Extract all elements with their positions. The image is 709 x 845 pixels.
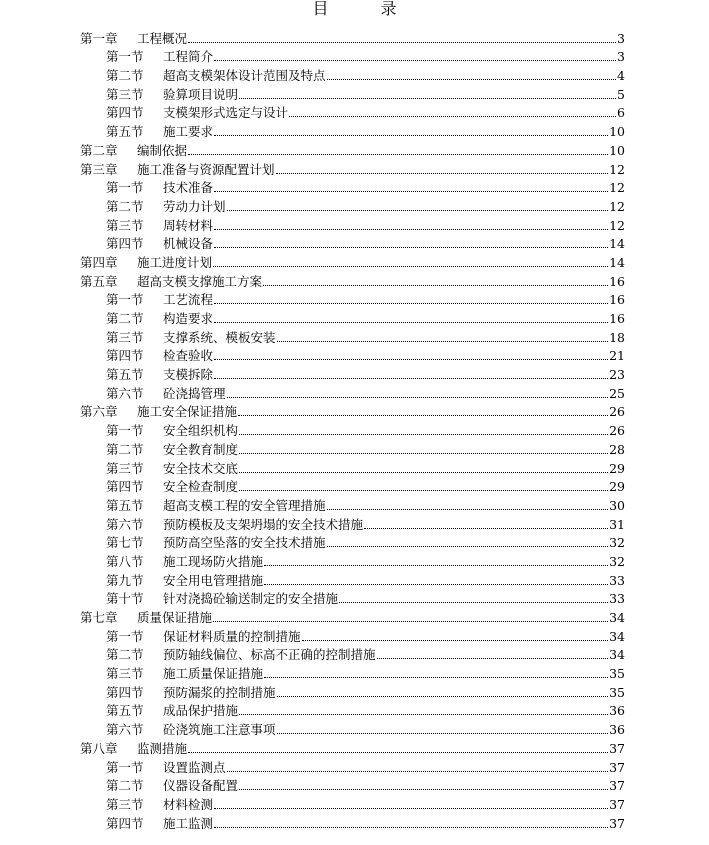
entry-title: 施工现场防火措施 [163,553,264,569]
toc-section-entry[interactable] [80,307,625,326]
toc-section-entry[interactable] [80,46,625,65]
entry-page-number: 31 [609,516,625,532]
dot-leader [239,789,608,790]
entry-title: 工艺流程 [163,292,214,308]
entry-page-number: 29 [609,479,625,495]
dot-leader [214,229,608,230]
toc-section-entry[interactable] [80,700,625,719]
toc-section-entry[interactable] [80,438,625,457]
entry-number: 第一节 [106,49,144,65]
dot-leader [227,210,609,211]
entry-page-number: 29 [609,460,625,476]
dot-leader [214,378,608,379]
entry-title: 预防高空坠落的安全技术措施 [163,535,326,551]
toc-list [80,27,625,831]
dot-leader [239,714,608,715]
toc-section-entry[interactable] [80,120,625,139]
entry-number: 第二章 [80,142,118,158]
dot-leader [289,116,616,117]
entry-title: 构造要求 [163,311,214,326]
entry-title: 质量保证措施 [137,610,213,625]
entry-title: 工程简介 [163,49,214,65]
entry-title: 安全组织机构 [163,423,239,439]
entry-page-number: 5 [617,86,625,102]
entry-number: 第五节 [106,703,144,719]
toc-section-entry[interactable] [80,326,625,345]
dot-leader [239,453,608,454]
entry-title: 机械设备 [163,236,214,252]
entry-page-number: 34 [609,628,625,644]
dot-leader [277,733,609,734]
dot-leader [339,602,608,603]
dot-leader [263,285,608,286]
toc-section-entry[interactable] [80,718,625,737]
entry-number: 第五章 [80,273,118,289]
entry-page-number: 32 [609,553,625,569]
entry-number: 第二节 [106,778,144,794]
entry-page-number: 14 [609,236,625,252]
dot-leader [302,640,609,641]
entry-number: 第一章 [80,30,118,46]
entry-title: 保证材料质量的控制措施 [163,628,301,644]
dot-leader [227,397,609,398]
entry-title: 安全教育制度 [163,441,239,457]
entry-page-number: 16 [609,292,625,308]
entry-page-number: 34 [609,647,625,663]
entry-page-number: 14 [609,254,625,270]
entry-page-number: 12 [609,161,625,177]
entry-page-number: 28 [609,441,625,457]
entry-number: 第八章 [80,740,118,756]
entry-number: 第四节 [106,684,144,700]
entry-page-number: 37 [609,778,625,794]
entry-page-number: 21 [609,348,625,364]
toc-section-entry[interactable] [80,644,625,663]
entry-title: 预防轴线偏位、标高不正确的控制措施 [163,647,376,663]
dot-leader [264,677,608,678]
entry-page-number: 33 [609,591,625,607]
entry-number: 第四章 [80,254,118,270]
entry-title: 安全检查制度 [163,479,239,495]
toc-section-entry[interactable] [80,625,625,644]
entry-title: 成品保护措施 [163,703,239,719]
entry-title: 支模拆除 [163,367,214,383]
toc-section-entry[interactable] [80,775,625,794]
toc-section-entry[interactable] [80,569,625,588]
toc-section-entry[interactable] [80,177,625,196]
entry-number: 第十节 [106,591,144,607]
entry-number: 第三章 [80,161,118,177]
entry-page-number: 25 [609,385,625,401]
toc-section-entry[interactable] [80,756,625,775]
entry-number: 第四节 [106,105,144,121]
toc-section-entry[interactable] [80,195,625,214]
toc-chapter-entry[interactable] [80,139,625,158]
entry-page-number: 37 [609,815,625,831]
entry-page-number: 12 [609,217,625,233]
entry-title: 施工安全保证措施 [137,404,238,420]
entry-title: 施工质量保证措施 [163,666,264,682]
dot-leader [214,322,608,323]
entry-title: 支模架形式选定与设计 [163,105,289,121]
entry-title: 超高支模架体设计范围及特点 [163,68,326,84]
entry-page-number: 26 [609,404,625,420]
entry-number: 第一节 [106,180,144,196]
toc-section-entry[interactable] [80,457,625,476]
entry-title: 预防漏浆的控制措施 [163,684,276,700]
dot-leader [277,696,609,697]
dot-leader [327,509,609,510]
entry-page-number: 30 [609,497,625,513]
toc-section-entry[interactable] [80,64,625,83]
entry-title: 检查验收 [163,348,214,364]
entry-title: 砼浇筑施工注意事项 [163,722,276,738]
entry-number: 第七节 [106,535,144,551]
toc-section-entry[interactable] [80,588,625,607]
dot-leader [214,359,608,360]
entry-title: 安全技术交底 [163,460,239,476]
entry-number: 第五节 [106,497,144,513]
entry-page-number: 16 [609,273,625,289]
toc-section-entry[interactable] [80,550,625,569]
entry-title: 编制依据 [137,142,188,158]
toc-section-entry[interactable] [80,233,625,252]
entry-page-number: 36 [609,722,625,738]
dot-leader [214,60,616,61]
toc-title: 目 录 [312,0,415,18]
entry-number: 第九节 [106,572,144,588]
entry-title: 预防模板及支架坍塌的安全技术措施 [163,516,364,532]
entry-title: 安全用电管理措施 [163,572,264,588]
entry-number: 第一节 [106,292,144,308]
toc-section-entry[interactable] [80,494,625,513]
entry-title: 支撑系统、模板安装 [163,329,276,345]
entry-page-number: 33 [609,572,625,588]
entry-title: 超高支模支撑施工方案 [137,273,263,289]
toc-section-entry[interactable] [80,382,625,401]
toc-chapter-entry[interactable] [80,27,625,46]
toc-section-entry[interactable] [80,214,625,233]
entry-number: 第八节 [106,553,144,569]
dot-leader [188,154,608,155]
toc-section-entry[interactable] [80,102,625,121]
toc-section-entry[interactable] [80,476,625,495]
entry-page-number: 12 [609,198,625,214]
entry-page-number: 18 [609,329,625,345]
entry-page-number: 37 [609,759,625,775]
dot-leader [239,490,608,491]
dot-leader [239,98,616,99]
toc-section-entry[interactable] [80,419,625,438]
dot-leader [214,827,608,828]
entry-title: 施工要求 [163,124,214,140]
entry-title: 监测措施 [137,740,188,756]
entry-number: 第二节 [106,441,144,457]
entry-title: 工程概况 [137,30,188,46]
entry-title: 施工准备与资源配置计划 [137,161,275,177]
entry-number: 第二节 [106,198,144,214]
toc-section-entry[interactable] [80,289,625,308]
entry-title: 材料检测 [163,796,214,812]
dot-leader [327,546,609,547]
dot-leader [214,808,608,809]
entry-title: 超高支模工程的安全管理措施 [163,497,326,513]
dot-leader [377,658,609,659]
dot-leader [239,472,608,473]
entry-number: 第三节 [106,86,144,102]
dot-leader [239,434,608,435]
entry-number: 第四节 [106,815,144,831]
entry-number: 第四节 [106,479,144,495]
entry-number: 第六章 [80,404,118,420]
dot-leader [327,79,617,80]
entry-page-number: 26 [609,423,625,439]
toc-section-entry[interactable] [80,513,625,532]
entry-number: 第一节 [106,423,144,439]
entry-number: 第五节 [106,367,144,383]
dot-leader [213,266,608,267]
dot-leader [238,415,608,416]
entry-number: 第二节 [106,647,144,663]
entry-title: 针对浇捣砼输送制定的安全措施 [163,591,339,607]
dot-leader [214,191,608,192]
entry-number: 第四节 [106,236,144,252]
entry-page-number: 32 [609,535,625,551]
toc-section-entry[interactable] [80,793,625,812]
entry-number: 第七章 [80,610,118,625]
toc-section-entry[interactable] [80,812,625,831]
entry-title: 仪器设备配置 [163,778,239,794]
entry-page-number: 37 [609,796,625,812]
entry-page-number: 3 [617,49,625,65]
entry-title: 设置监测点 [163,759,226,775]
toc-chapter-entry[interactable] [80,401,625,420]
entry-number: 第五节 [106,124,144,140]
entry-page-number: 6 [617,105,625,121]
entry-title: 验算项目说明 [163,86,239,102]
dot-leader [214,303,608,304]
toc-section-entry[interactable] [80,345,625,364]
toc-chapter-entry[interactable] [80,737,625,756]
entry-title: 技术准备 [163,180,214,196]
entry-number: 第二节 [106,68,144,84]
dot-leader [188,752,608,753]
entry-number: 第六节 [106,385,144,401]
dot-leader [364,528,608,529]
entry-page-number: 4 [617,68,625,84]
dot-leader [276,173,609,174]
dot-leader [214,135,608,136]
entry-page-number: 16 [609,311,625,326]
toc-chapter-entry[interactable] [80,158,625,177]
entry-title: 施工进度计划 [137,254,213,270]
toc-section-entry[interactable] [80,83,625,102]
entry-number: 第六节 [106,516,144,532]
entry-page-number: 10 [609,142,625,158]
toc-chapter-entry[interactable] [80,270,625,289]
toc-chapter-entry[interactable] [80,251,625,270]
dot-leader [264,584,608,585]
entry-page-number: 34 [609,610,625,625]
entry-title: 施工监测 [163,815,214,831]
entry-page-number: 12 [609,180,625,196]
dot-leader [277,341,609,342]
entry-number: 第三节 [106,796,144,812]
toc-chapter-entry[interactable] [80,606,625,625]
entry-number: 第三节 [106,666,144,682]
entry-number: 第三节 [106,217,144,233]
entry-page-number: 36 [609,703,625,719]
entry-number: 第三节 [106,329,144,345]
dot-leader [188,42,616,43]
entry-number: 第六节 [106,722,144,738]
entry-page-number: 37 [609,740,625,756]
entry-page-number: 35 [609,684,625,700]
entry-page-number: 3 [617,30,625,46]
entry-title: 劳动力计划 [163,198,226,214]
entry-page-number: 23 [609,367,625,383]
dot-leader [264,565,608,566]
entry-title: 砼浇捣管理 [163,385,226,401]
dot-leader [227,771,609,772]
entry-page-number: 35 [609,666,625,682]
entry-page-number: 10 [609,124,625,140]
entry-number: 第一节 [106,759,144,775]
dot-leader [213,621,608,622]
entry-number: 第二节 [106,311,144,326]
toc-section-entry[interactable] [80,532,625,551]
toc-section-entry[interactable] [80,681,625,700]
toc-section-entry[interactable] [80,662,625,681]
toc-section-entry[interactable] [80,363,625,382]
entry-title: 周转材料 [163,217,214,233]
entry-number: 第四节 [106,348,144,364]
dot-leader [214,247,608,248]
entry-number: 第三节 [106,460,144,476]
entry-number: 第一节 [106,628,144,644]
